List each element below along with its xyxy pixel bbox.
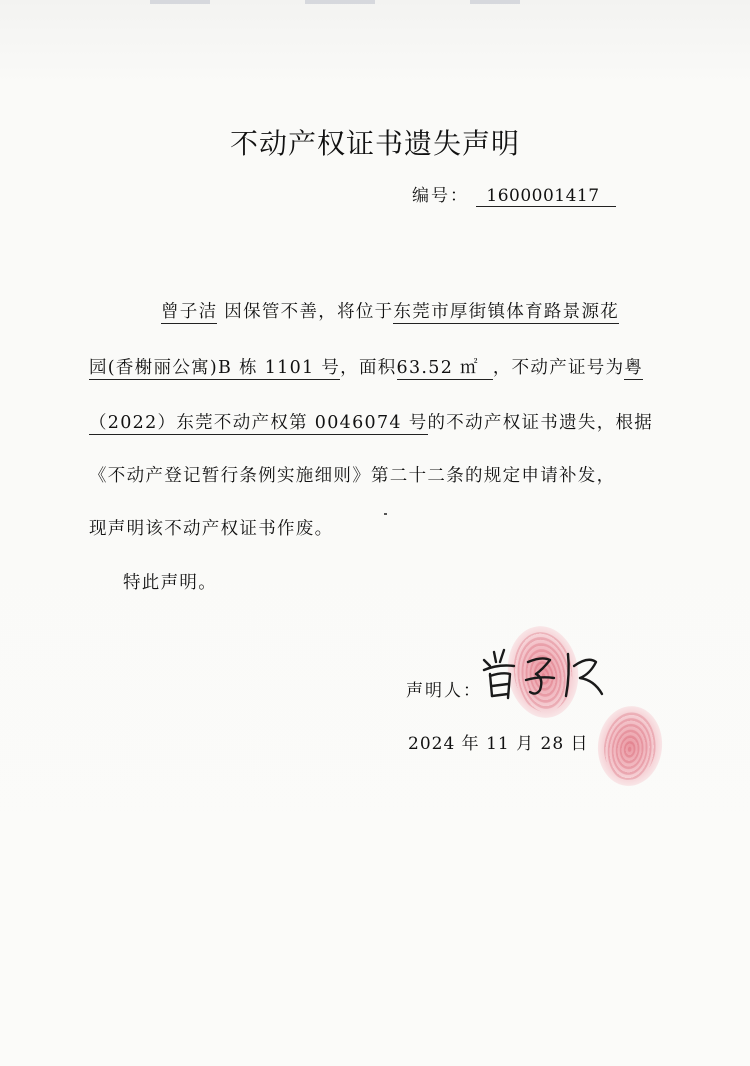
property-address: 东莞市厚街镇体育路景源花 <box>393 302 620 322</box>
fingerprint-stamp <box>594 703 666 789</box>
paragraph-line-4 <box>89 462 615 487</box>
scan-artifact <box>150 0 210 4</box>
declaration-date: 2024 年 11 月 28 日 <box>408 734 589 754</box>
signer-label: 声明人： <box>406 681 482 701</box>
number-value: 1600001417 <box>476 186 616 207</box>
declarant-name: 曾子洁 <box>161 302 218 322</box>
text-span: 的不动产权证书遗失，根据 <box>427 413 654 433</box>
certificate-id-start: 粤 <box>624 358 644 378</box>
property-area: 63.52 ㎡ <box>397 358 493 380</box>
scan-artifact <box>470 0 520 4</box>
text-span: 因保管不善，将位于 <box>217 302 394 322</box>
document-title: 不动产权证书遗失声明 <box>229 127 520 160</box>
scan-artifact <box>305 0 375 4</box>
handwritten-signature <box>478 640 618 710</box>
number-label: 编号： <box>412 186 469 206</box>
text-span: 《不动产登记暂行条例实施细则》第二十二条的规定申请补发， <box>89 466 616 486</box>
paragraph-line-5 <box>89 515 333 540</box>
text-span: 现声明该不动产权证书作废。 <box>89 519 334 539</box>
text-span: ，面积 <box>340 358 397 378</box>
scan-speck <box>384 513 387 515</box>
certificate-id: （2022）东莞不动产权第 0046074 号 <box>89 413 428 433</box>
text-span: ，不动产证号为 <box>492 358 625 378</box>
closing-line: 特此声明。 <box>123 573 217 593</box>
paragraph-line-2 <box>89 354 643 379</box>
paragraph-line-3 <box>89 409 653 434</box>
property-address-cont: 园(香榭丽公寓)B 栋 1101 号 <box>89 358 341 378</box>
paragraph-line-1 <box>161 298 619 323</box>
certificate-number <box>412 181 616 207</box>
